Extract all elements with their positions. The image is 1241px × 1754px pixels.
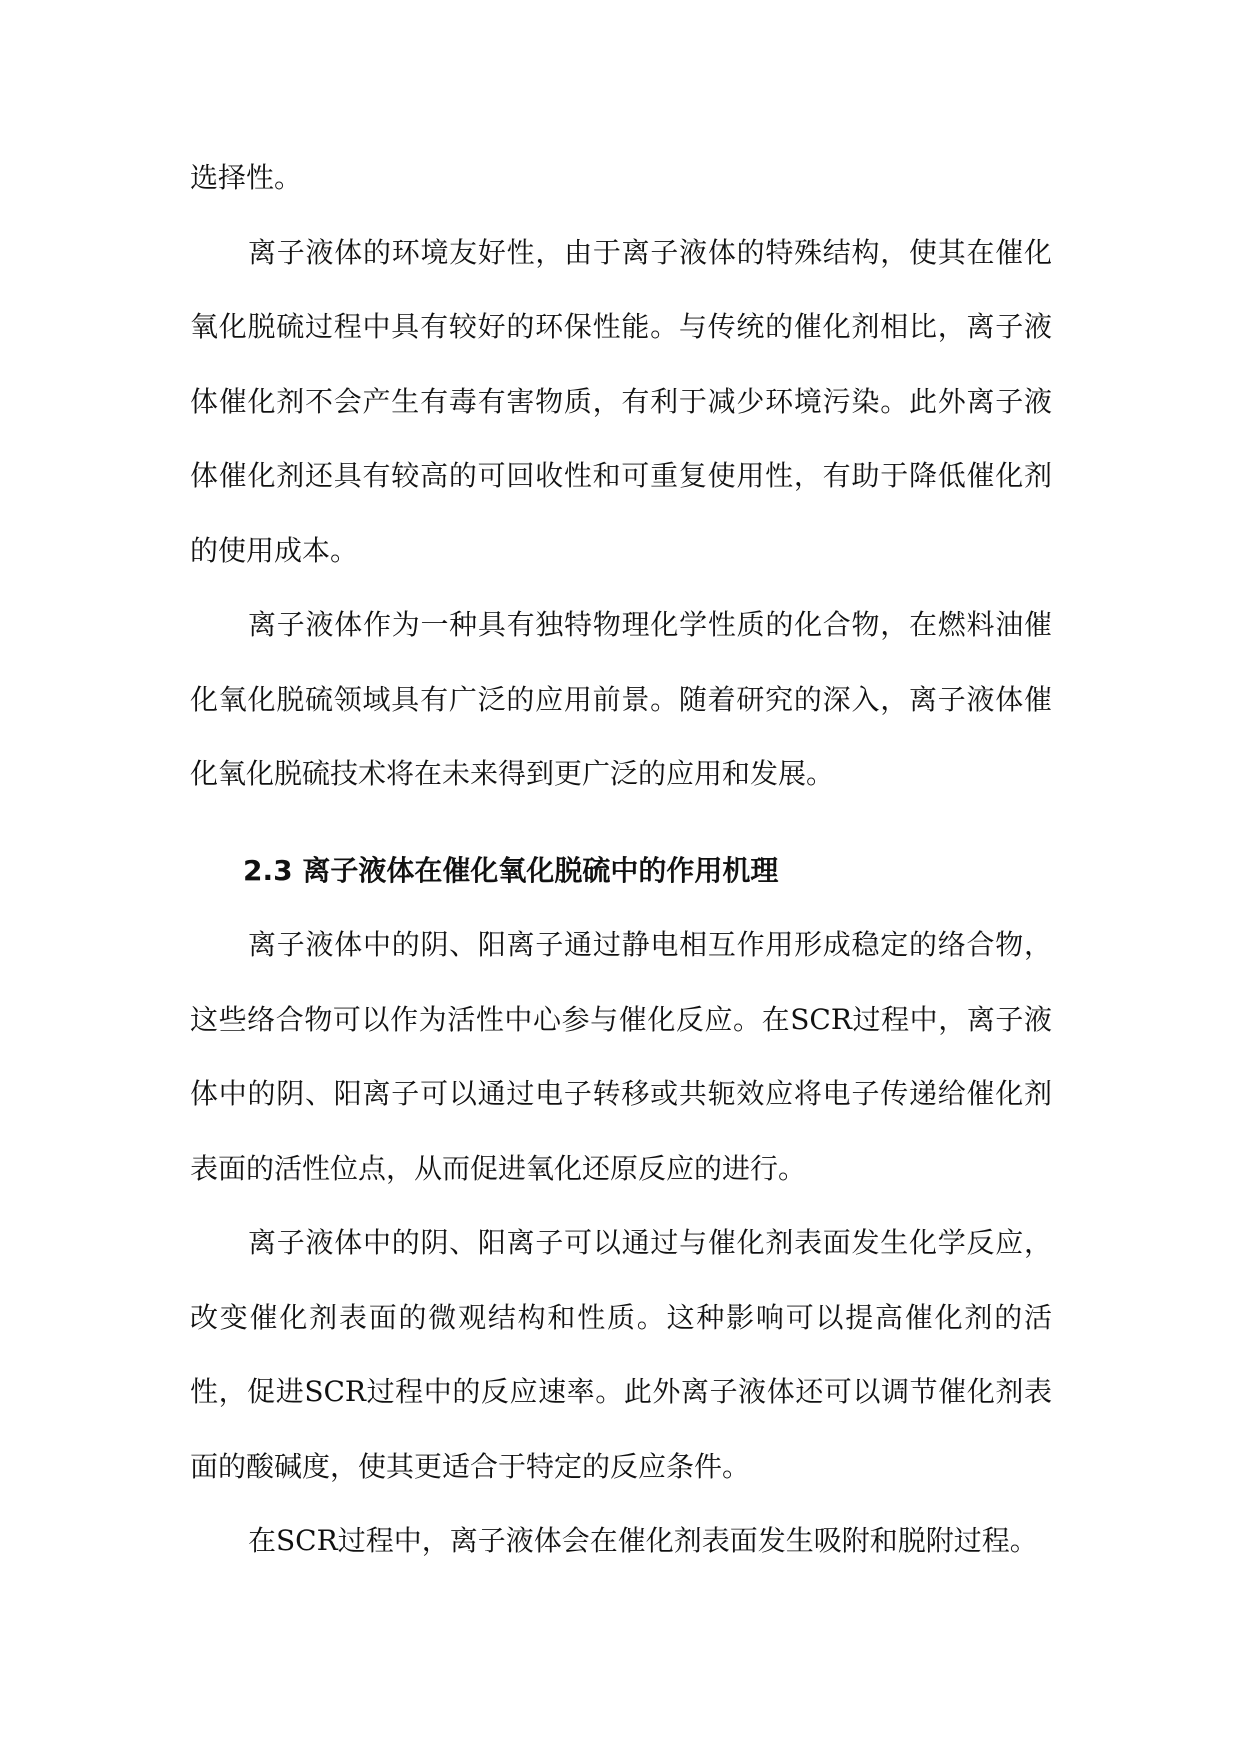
paragraph-3: 离子液体作为一种具有独特物理化学性质的化合物，在燃料油催化氧化脱硫领域具有广泛的应用前景。随着研究的深入，离子液体催化氧化脱硫技术将在未来得到更广泛的应用和发展。 xyxy=(190,608,1052,790)
section-heading: 2.3 离子液体在催化氧化脱硫中的作用机理 xyxy=(243,853,779,887)
paragraph-5: 离子液体中的阴、阳离子可以通过与催化剂表面发生化学反应，改变催化剂表面的微观结构和性质。这种影响可以提高催化剂的活性，促进SCR过程中的反应速率。此外离子液体还可以调节催化剂表面的酸碱度，使其更适合于特定的反应条件。 xyxy=(190,1226,1052,1483)
paragraph-6: 在SCR过程中，离子液体会在催化剂表面发生吸附和脱附过程。 xyxy=(248,1524,1038,1557)
document-body xyxy=(190,141,1052,1579)
paragraph-4: 离子液体中的阴、阳离子通过静电相互作用形成稳定的络合物，这些络合物可以作为活性中心参与催化反应。在SCR过程中，离子液体中的阴、阳离子可以通过电子转移或共轭效应将电子传递给催化剂表面的活性位点，从而促进氧化还原反应的进行。 xyxy=(190,928,1052,1185)
paragraph-2: 离子液体的环境友好性，由于离子液体的特殊结构，使其在催化氧化脱硫过程中具有较好的环保性能。与传统的催化剂相比，离子液体催化剂不会产生有毒有害物质，有利于减少环境污染。此外离子液体催化剂还具有较高的可回收性和可重复使用性，有助于降低催化剂的使用成本。 xyxy=(190,235,1052,567)
paragraph-1: 选择性。 xyxy=(190,161,303,194)
